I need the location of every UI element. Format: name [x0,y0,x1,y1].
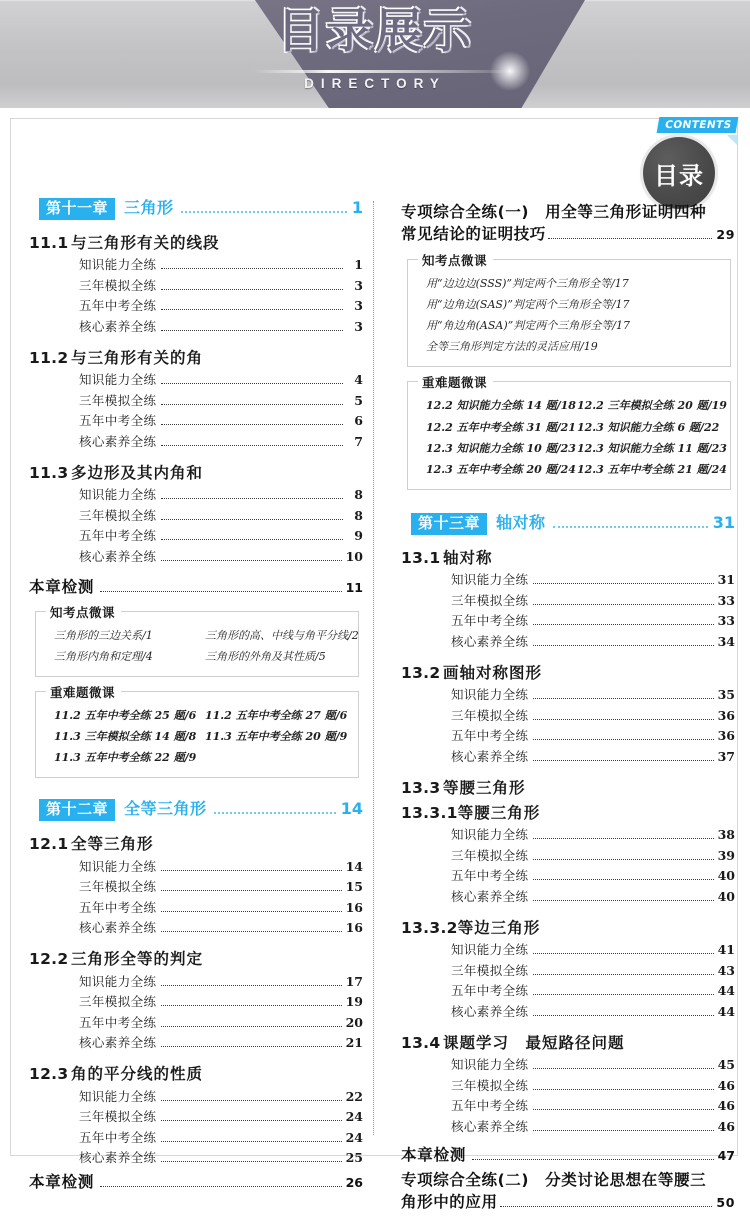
list-item[interactable] [29,526,363,544]
leader-dots [533,1130,713,1131]
chapter-heading-11[interactable] [29,195,363,220]
entry-page: 3 [354,318,363,334]
section-number: 12.3 [29,1065,69,1084]
list-item[interactable] [29,972,363,990]
entry-label: 核心素养全练 [79,548,157,564]
leader-dots [533,583,713,584]
chapter-heading-12[interactable] [29,796,363,821]
special-practice-1[interactable] [401,201,735,245]
leader-dots [533,719,713,720]
entry-page: 44 [717,983,735,999]
box-item: 12.3 知识能力全练 11 题/23 [577,441,727,455]
entry-page: 21 [345,1035,363,1051]
list-item[interactable] [29,255,363,273]
entry-label: 三年模拟全练 [451,592,529,608]
entry-label: 三年模拟全练 [79,277,157,293]
leader-dots [100,591,341,592]
entry-label: 五年中考全练 [79,899,157,915]
chapter-title-13: 轴对称 [496,512,546,532]
leader-dots [533,645,713,646]
hard-problem-box-11 [35,685,359,778]
box-item: 全等三角形判定方法的灵活应用/19 [426,340,598,354]
entry-page: 4 [354,372,363,388]
section-heading-13-3-1[interactable] [401,801,735,823]
list-item[interactable] [29,918,363,936]
box-items [48,705,350,768]
section-title: 角的平分线的性质 [71,1065,204,1084]
section-number: 13.4 [401,1033,441,1052]
list-item[interactable] [401,747,735,765]
leader-dots [533,953,713,954]
entry-page: 46 [717,1118,735,1134]
chapter-badge-12: 第十二章 [39,799,115,821]
leader-dots [533,760,713,761]
special-line-2: 常见结论的证明技巧 [401,225,546,243]
leader-dots [533,994,713,995]
entry-label: 五年中考全练 [79,298,157,314]
chapter-test-11[interactable] [29,575,363,597]
leader-dots [161,424,343,425]
list-item[interactable] [401,1002,735,1020]
list-item[interactable] [401,726,735,744]
box-item: 三角形的高、中线与角平分线/2 [205,628,359,642]
knowledge-point-box-11 [35,604,359,677]
entry-label: 五年中考全练 [451,983,529,999]
leader-dots [533,974,713,975]
list-item[interactable] [29,506,363,524]
header-banner [0,0,750,108]
leader-dots [533,604,713,605]
entry-page: 15 [345,879,363,895]
entry-label: 本章检测 [401,1145,467,1164]
section-title: 轴对称 [443,548,493,567]
list-item[interactable] [401,846,735,864]
entry-page: 50 [716,1194,735,1210]
box-item: 11.3 三年模拟全练 14 题/8 [54,730,197,744]
entry-label: 五年中考全练 [451,868,529,884]
leader-dots [533,698,713,699]
leader-dots [500,1206,713,1207]
entry-page: 46 [717,1077,735,1093]
section-heading-11-1[interactable] [29,231,363,253]
leader-dots [161,1005,341,1006]
leader-dots [161,931,341,932]
leader-dots [161,890,341,891]
list-item[interactable] [401,1117,735,1135]
box-item: 11.2 五年中考全练 27 题/6 [205,709,348,723]
entry-label: 核心素养全练 [451,1118,529,1134]
box-item: 用“边边边(SSS)”判定两个三角形全等/17 [426,277,629,290]
entry-label: 知识能力全练 [451,1057,529,1073]
entry-page: 41 [717,942,735,958]
leader-dots [533,1015,713,1016]
entry-label: 知识能力全练 [451,687,529,703]
entry-page: 37 [717,748,735,764]
chapter-test-12[interactable] [29,1170,363,1192]
entry-label: 五年中考全练 [79,1014,157,1030]
box-item: 用“角边角(ASA)”判定两个三角形全等/17 [426,319,630,333]
list-item[interactable] [29,877,363,895]
entry-page: 19 [345,994,363,1010]
entry-page: 22 [345,1088,363,1104]
entry-label: 三年模拟全练 [451,1077,529,1093]
list-item[interactable] [401,1055,735,1073]
section-heading-13-3[interactable] [401,776,735,798]
entry-label: 三年模拟全练 [451,847,529,863]
entry-label: 三年模拟全练 [79,392,157,408]
section-title: 课题学习 最短路径问题 [443,1033,625,1052]
entry-page: 40 [717,888,735,904]
box-item: 三角形的三边关系/1 [54,628,153,642]
box-item: 12.2 五年中考全练 31 题/21 [426,420,576,434]
box-title: 重难题微课 [418,373,493,391]
leader-dots [533,900,713,901]
section-heading-13-1[interactable] [401,546,735,568]
section-heading-12-1[interactable] [29,832,363,854]
leader-dots [553,526,708,528]
leader-dots [181,211,347,213]
leader-dots [533,624,713,625]
leader-dots [161,560,341,561]
entry-label: 五年中考全练 [451,728,529,744]
entry-label: 三年模拟全练 [451,707,529,723]
list-item[interactable] [401,611,735,629]
entry-label: 五年中考全练 [79,413,157,429]
list-item[interactable] [29,992,363,1010]
section-title: 等边三角形 [457,918,541,937]
box-item: 12.2 三年模拟全练 20 题/19 [577,399,727,413]
list-item[interactable] [401,706,735,724]
entry-page: 3 [354,298,363,314]
chapter-badge-11: 第十一章 [39,198,115,220]
chapter-page-13: 31 [712,512,735,532]
section-title: 多边形及其内角和 [71,463,204,482]
list-item[interactable] [401,887,735,905]
toc-columns [11,119,739,1211]
directory-circle-badge: 目录 [643,137,715,209]
leader-dots [533,859,713,860]
leader-dots [161,519,343,520]
entry-label: 核心素养全练 [79,433,157,449]
leader-dots [161,309,343,310]
entry-label: 五年中考全练 [451,1098,529,1114]
list-item[interactable] [29,898,363,916]
box-items [420,273,722,357]
box-title: 知考点微课 [46,603,121,621]
entry-label: 核心素养全练 [451,633,529,649]
leader-dots [161,1141,341,1142]
knowledge-point-box-12 [407,253,731,367]
box-items [48,625,359,667]
leader-dots [533,1089,713,1090]
entry-page: 26 [345,1175,363,1191]
box-item: 12.2 知识能力全练 14 题/18 [426,399,576,413]
section-number: 12.2 [29,950,69,969]
list-item[interactable] [401,1096,735,1114]
entry-page: 10 [345,548,363,564]
leader-dots [161,911,341,912]
entry-page: 7 [354,433,363,449]
leader-dots [472,1159,713,1160]
section-number: 13.3 [401,778,441,797]
banner-subtitle: DIRECTORY [304,76,446,91]
list-item[interactable] [29,1148,363,1166]
special-line-2: 角形中的应用 [401,1192,498,1211]
chapter-heading-13[interactable] [401,510,735,535]
hard-problem-box-12 [407,375,731,489]
section-title: 与三角形有关的角 [71,348,204,367]
entry-label: 五年中考全练 [451,613,529,629]
entry-label: 知识能力全练 [451,572,529,588]
section-heading-13-3-2[interactable] [401,916,735,938]
section-number: 13.3.2 [401,918,458,937]
box-title: 重难题微课 [46,683,121,701]
contents-ribbon: CONTENTS [656,117,738,133]
entry-page: 45 [717,1057,735,1073]
list-item[interactable] [29,1128,363,1146]
section-number: 13.3.1 [401,803,458,822]
section-title: 与三角形有关的线段 [71,233,220,252]
entry-label: 知识能力全练 [79,487,157,503]
entry-label: 本章检测 [29,1173,95,1192]
entry-page: 31 [717,572,735,588]
section-number: 11.2 [29,348,69,367]
list-item[interactable] [29,370,363,388]
entry-page: 1 [354,257,363,273]
section-number: 12.1 [29,835,69,854]
box-item: 12.3 知识能力全练 10 题/23 [426,441,576,455]
entry-label: 五年中考全练 [79,1129,157,1145]
list-item[interactable] [401,591,735,609]
entry-label: 三年模拟全练 [451,962,529,978]
leader-dots [161,985,341,986]
list-item[interactable] [29,296,363,314]
entry-page: 40 [717,868,735,884]
entry-label: 知识能力全练 [451,827,529,843]
leader-dots [161,1026,341,1027]
entry-label: 本章检测 [29,577,95,596]
leader-dots [161,289,343,290]
box-item: 12.3 五年中考全练 21 题/24 [577,462,727,476]
entry-page: 36 [717,707,735,723]
list-item[interactable] [29,1033,363,1051]
chapter-page-11: 1 [351,198,363,217]
leader-dots [533,879,713,880]
section-title: 全等三角形 [71,835,154,854]
entry-page: 33 [717,613,735,629]
entry-page: 43 [717,962,735,978]
section-heading-12-2[interactable] [29,947,363,969]
box-item: 12.3 五年中考全练 20 题/24 [426,462,576,476]
section-number: 11.1 [29,233,69,252]
leader-dots [161,498,343,499]
section-number: 13.2 [401,663,441,682]
entry-page: 46 [717,1098,735,1114]
entry-page: 34 [717,633,735,649]
entry-page: 14 [345,858,363,874]
leader-dots [533,739,713,740]
entry-label: 知识能力全练 [451,942,529,958]
list-item[interactable] [29,857,363,875]
list-item[interactable] [29,432,363,450]
leader-dots [533,1068,713,1069]
entry-page: 47 [717,1147,735,1163]
entry-page: 9 [354,528,363,544]
entry-page: 24 [345,1129,363,1145]
leader-dots [161,330,343,331]
section-heading-13-4[interactable] [401,1031,735,1053]
section-number: 11.3 [29,463,69,482]
box-item: 三角形内角和定理/4 [54,649,153,663]
chapter-title-11: 三角形 [124,198,174,217]
leader-dots [161,1046,341,1047]
section-heading-13-2[interactable] [401,661,735,683]
list-item[interactable] [401,685,735,703]
section-title: 等腰三角形 [443,778,526,797]
entry-label: 三年模拟全练 [79,994,157,1010]
entry-page: 44 [717,1003,735,1019]
special-line-1: 专项综合全练(一) 用全等三角形证明四种 [401,203,707,221]
special-line-1: 专项综合全练(二) 分类讨论思想在等腰三 [401,1170,707,1189]
entry-label: 三年模拟全练 [79,1109,157,1125]
section-heading-12-3[interactable] [29,1062,363,1084]
list-item[interactable] [29,276,363,294]
entry-page: 6 [354,413,363,429]
chapter-page-12: 14 [340,799,363,819]
chapter-title-12: 全等三角形 [124,799,207,819]
leader-dots [548,238,712,239]
entry-page: 11 [345,579,363,595]
entry-page: 38 [717,827,735,843]
entry-label: 核心素养全练 [79,920,157,936]
chapter-test-13[interactable] [401,1143,735,1165]
list-item[interactable] [29,547,363,565]
entry-label: 核心素养全练 [79,318,157,334]
list-item[interactable] [29,1013,363,1031]
leader-dots [161,445,343,446]
entry-page: 25 [345,1150,363,1166]
entry-label: 知识能力全练 [79,858,157,874]
list-item[interactable] [29,485,363,503]
entry-label: 核心素养全练 [79,1035,157,1051]
leader-dots [533,838,713,839]
banner-title: 目录展示 [277,4,473,59]
leader-dots [161,870,341,871]
entry-page: 8 [354,507,363,523]
entry-label: 核心素养全练 [451,1003,529,1019]
entry-label: 五年中考全练 [79,528,157,544]
leader-dots [161,1161,341,1162]
entry-label: 核心素养全练 [451,888,529,904]
section-title: 三角形全等的判定 [71,950,204,969]
toc-left-column [29,195,363,1196]
box-item: 11.2 五年中考全练 25 题/6 [54,709,197,723]
list-item[interactable] [401,961,735,979]
leader-dots [100,1186,341,1187]
section-title: 画轴对称图形 [443,663,543,682]
entry-page: 8 [354,487,363,503]
entry-page: 17 [345,973,363,989]
entry-page: 36 [717,728,735,744]
entry-label: 核心素养全练 [451,748,529,764]
entry-page: 3 [354,277,363,293]
entry-label: 知识能力全练 [79,257,157,273]
entry-label: 知识能力全练 [79,973,157,989]
box-item: 11.3 五年中考全练 22 题/9 [54,751,197,765]
entry-page: 16 [345,899,363,915]
entry-page: 5 [354,392,363,408]
entry-page: 39 [717,847,735,863]
list-item[interactable] [401,866,735,884]
list-item[interactable] [401,632,735,650]
entry-page: 29 [716,227,735,242]
leader-dots [161,268,343,269]
leader-dots [161,1120,341,1121]
leader-dots [214,812,336,814]
box-item: 用“边角边(SAS)”判定两个三角形全等/17 [426,298,630,312]
leader-dots [161,404,343,405]
list-item[interactable] [401,981,735,999]
box-item: 11.3 五年中考全练 20 题/9 [205,730,348,744]
chapter-badge-13: 第十三章 [411,513,487,535]
banner-light-streak [253,70,521,73]
section-number: 13.1 [401,548,441,567]
leader-dots [161,1100,341,1101]
page-frame [10,118,738,1211]
list-item[interactable] [401,1076,735,1094]
entry-label: 三年模拟全练 [79,507,157,523]
section-heading-11-2[interactable] [29,346,363,368]
leader-dots [161,539,343,540]
entry-label: 知识能力全练 [79,372,157,388]
list-item[interactable] [29,1107,363,1125]
leader-dots [533,1109,713,1110]
list-item[interactable] [29,317,363,335]
leader-dots [161,383,343,384]
entry-page: 24 [345,1109,363,1125]
toc-right-column [401,195,735,1217]
special-practice-2[interactable] [401,1169,735,1213]
box-items [420,395,727,479]
box-title: 知考点微课 [418,251,493,269]
section-title: 等腰三角形 [457,803,541,822]
entry-page: 16 [345,920,363,936]
box-item: 12.3 知识能力全练 6 题/22 [577,420,720,434]
section-heading-11-3[interactable] [29,461,363,483]
list-item[interactable] [29,1087,363,1105]
box-item: 三角形的外角及其性质/5 [205,649,326,663]
list-item[interactable] [29,411,363,429]
entry-label: 知识能力全练 [79,1088,157,1104]
entry-label: 三年模拟全练 [79,879,157,895]
entry-page: 20 [345,1014,363,1030]
entry-page: 35 [717,687,735,703]
entry-label: 核心素养全练 [79,1150,157,1166]
list-item[interactable] [401,825,735,843]
entry-page: 33 [717,592,735,608]
list-item[interactable] [401,570,735,588]
list-item[interactable] [29,391,363,409]
list-item[interactable] [401,940,735,958]
